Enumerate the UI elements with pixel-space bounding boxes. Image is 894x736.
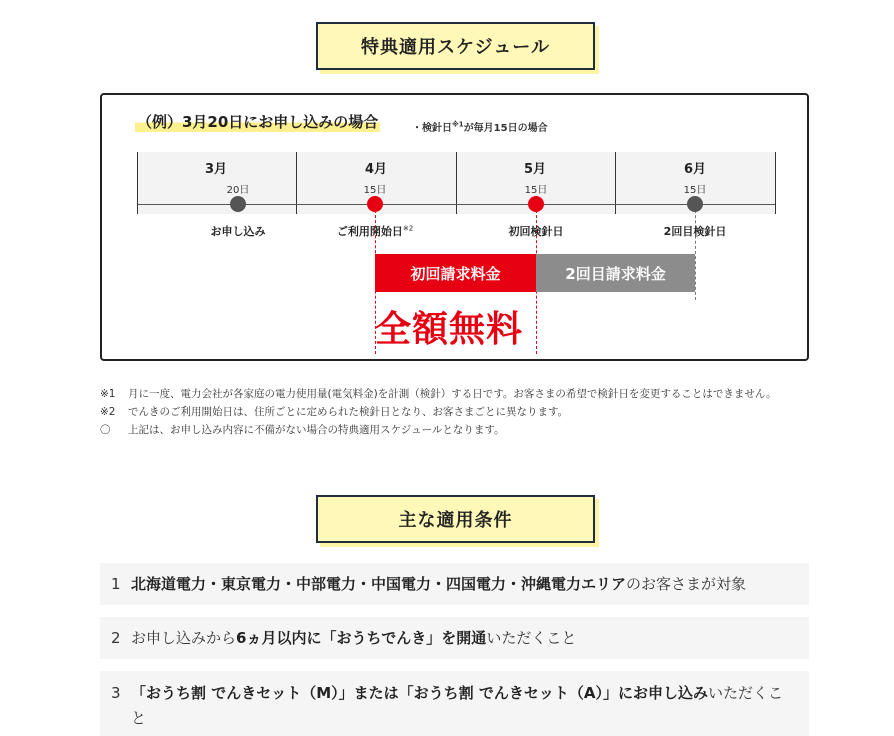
footnote	[100, 421, 810, 439]
condition-item	[100, 563, 809, 605]
schedule-heading: 特典適用スケジュール	[316, 22, 595, 70]
example-title: （例）3月20日にお申し込みの場合	[137, 113, 379, 131]
day-label: 15日	[363, 185, 387, 196]
condition-text: 「おうち割 でんきセット（M）」または「おうち割 でんきセット（A）」にお申し込みいただくこと	[131, 684, 783, 727]
example-note: ・検針日$^{※1}$が毎月15日の場合	[412, 120, 548, 134]
condition-text: お申し込みから6ヵ月以内に「おうちでんき」を開通いただくこと	[131, 628, 577, 647]
condition-text: 北海道電力・東京電力・中部電力・中国電力・四国電力・沖縄電力エリアのお客さまが対象	[131, 574, 747, 593]
footnote-mark: ※2	[100, 406, 116, 418]
second-reading-guide	[695, 205, 696, 300]
condition-number: 3	[111, 684, 121, 702]
footnotes	[100, 385, 810, 439]
second-bill-bar: 2回目請求料金	[536, 254, 695, 292]
day-label: 20日	[226, 185, 250, 196]
free-label: 全額無料	[375, 309, 524, 350]
month-label: 6月	[683, 162, 707, 177]
condition-number: 1	[111, 574, 121, 593]
timeline-dot	[230, 196, 246, 212]
timeline-dot	[687, 196, 703, 212]
event-label: 初回検針日	[508, 225, 564, 238]
month-label: 4月	[364, 162, 388, 177]
footnote-mark: ※1	[100, 388, 116, 400]
footnote	[100, 385, 810, 403]
footnote-text: 上記は、お申し込み内容に不備がない場合の特典適用スケジュールとなります。	[128, 424, 505, 436]
event-label: 2回目検針日	[663, 225, 727, 238]
condition-item	[100, 671, 809, 736]
event-label: お申し込み	[210, 225, 266, 238]
first-bill-bar: 初回請求料金	[375, 254, 536, 292]
timeline-dot	[528, 196, 544, 212]
conditions-heading: 主な適用条件	[316, 495, 595, 543]
condition-number: 2	[111, 628, 121, 647]
day-label: 15日	[524, 185, 548, 196]
day-label: 15日	[683, 185, 707, 196]
footnote-mark: 〇	[100, 424, 111, 436]
schedule-panel	[100, 93, 809, 361]
footnote	[100, 403, 810, 421]
month-label: 5月	[523, 162, 547, 177]
footnote-text: 月に一度、電力会社が各家庭の電力使用量(電気料金)を計測（検針）する日です。お客さまの希望で検針日を変更することはできません。	[128, 388, 777, 400]
timeline-divider	[775, 152, 776, 214]
event-label: ご利用開始日$^{※2}$	[336, 224, 414, 238]
timeline-dot	[367, 196, 383, 212]
month-label: 3月	[204, 162, 228, 177]
footnote-text: でんきのご利用開始日は、住所ごとに定められた検針日となり、お客さまごとに異なります。	[128, 406, 569, 418]
condition-item	[100, 617, 809, 659]
